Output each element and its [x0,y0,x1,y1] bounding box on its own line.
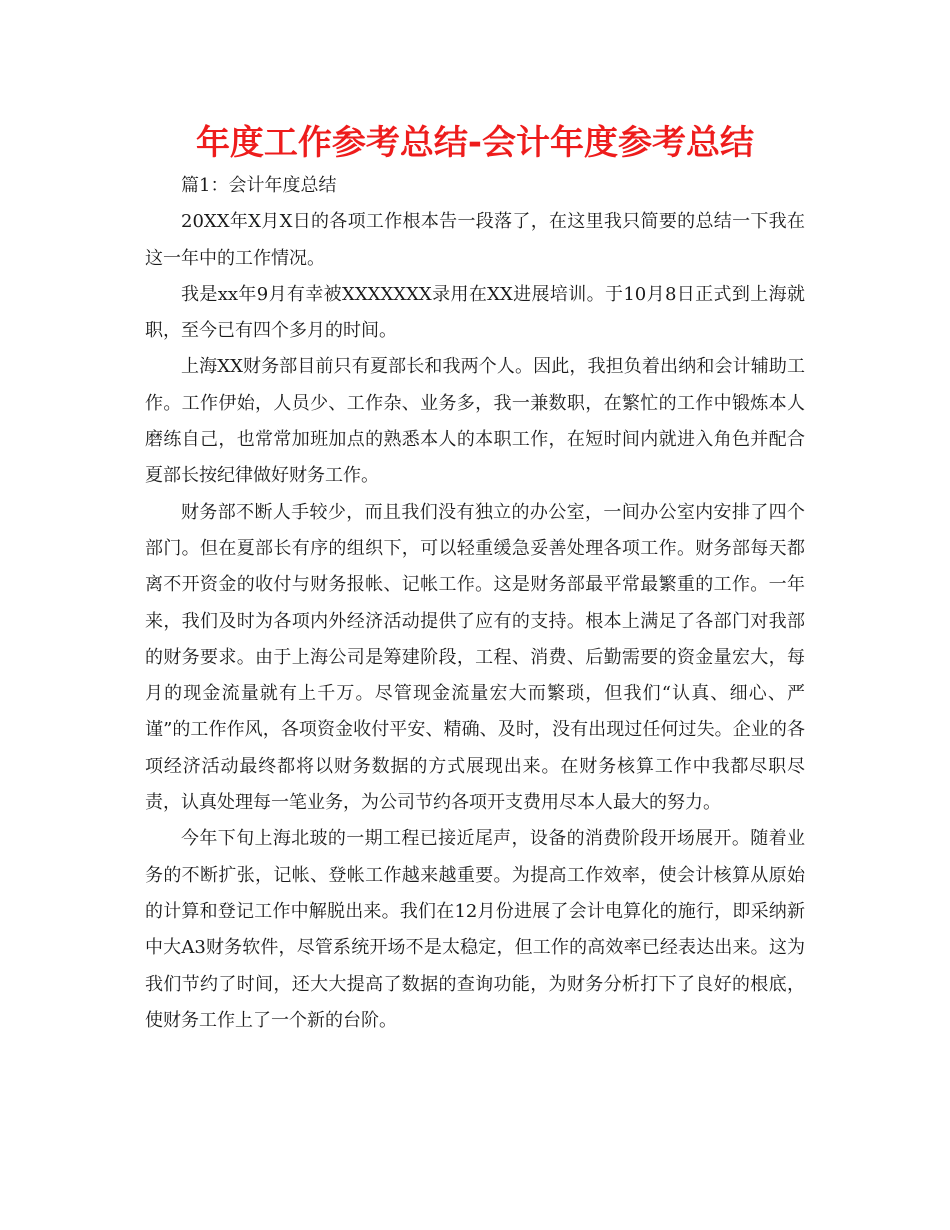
document-body [145,168,805,1039]
paragraph: 财务部不断人手较少，而且我们没有独立的办公室，一间办公室内安排了四个部门。但在夏部长有序的组织下，可以轻重缓急妥善处理各项工作。财务部每天都离不开资金的收付与财务报帐、记帐工作。这是财务部最平常最繁重的工作。一年来，我们及时为各项内外经济活动提供了应有的支持。根本上满足了各部门对我部的财务要求。由于上海公司是筹建阶段，工程、消费、后勤需要的资金量宏大，每月的现金流量就有上千万。尽管现金流量宏大而繁琐，但我们“认真、细心、严谨”的工作作风，各项资金收付平安、精确、及时，没有出现过任何过失。企业的各项经济活动最终都将以财务数据的方式展现出来。在财务核算工作中我都尽职尽责，认真处理每一笔业务，为公司节约各项开支费用尽本人最大的努力。 [145,501,805,814]
paragraph: 我是xx年9月有幸被XXXXXXX录用在XX进展培训。于10月8日正式到上海就职，至今已有四个多月的时间。 [145,283,805,342]
paragraph: 今年下旬上海北玻的一期工程已接近尾声，设备的消费阶段开场展开。随着业务的不断扩张，记帐、登帐工作越来越重要。为提高工作效率，使会计核算从原始的计算和登记工作中解脱出来。我们在12月份进展了会计电算化的施行，即采纳新中大A3财务软件，尽管系统开场不是太稳定，但工作的高效率已经表达出来。这为我们节约了时间，还大大提高了数据的查询功能，为财务分析打下了良好的根底，使财务工作上了一个新的台阶。 [145,828,805,1031]
document-title: 年度工作参考总结-会计年度参考总结 [195,123,755,163]
paragraph: 上海XX财务部目前只有夏部长和我两个人。因此，我担负着出纳和会计辅助工作。工作伊始，人员少、工作杂、业务多，我一兼数职，在繁忙的工作中锻炼本人磨练自己，也常常加班加点的熟悉本人的本职工作，在短时间内就进入角色并配合夏部长按纪律做好财务工作。 [145,356,805,487]
section-heading: 篇1：会计年度总结 [181,175,337,196]
paragraph: 20XX年X月X日的各项工作根本告一段落了，在这里我只简要的总结一下我在这一年中的工作情况。 [145,211,805,269]
